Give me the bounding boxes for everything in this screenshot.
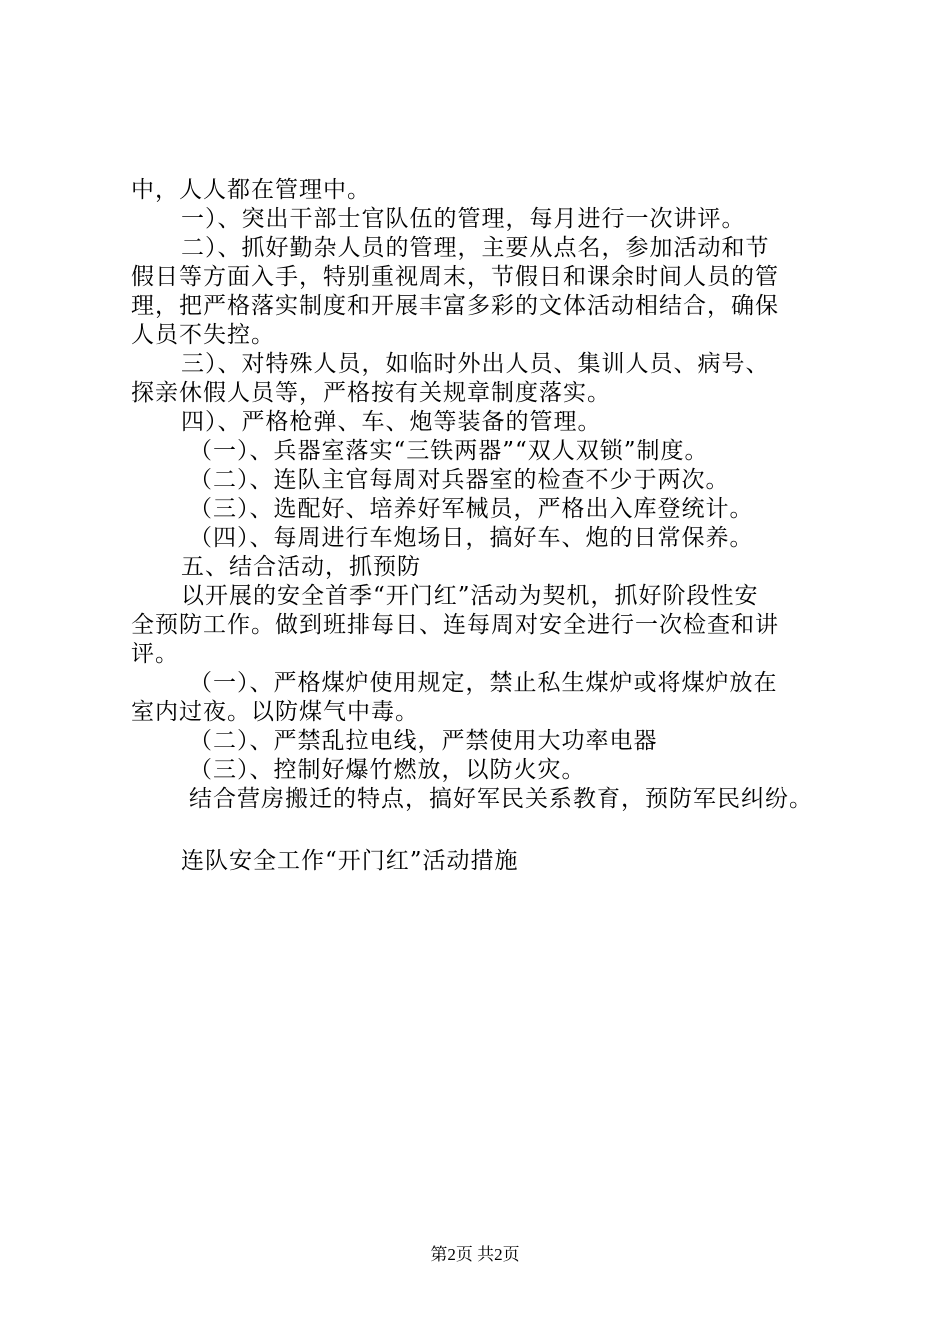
text-line: 人员不失控。: [131, 322, 275, 348]
document-title-line: 连队安全工作“开门红”活动措施: [181, 848, 519, 874]
text-line: 理，把严格落实制度和开展丰富多彩的文体活动相结合，确保: [131, 293, 779, 319]
text-line: 全预防工作。做到班排每日、连每周对安全进行一次检查和讲: [131, 612, 779, 638]
text-line: 一）、突出干部士官队伍的管理，每月进行一次讲评。: [181, 206, 746, 232]
text-line: （二）、连队主官每周对兵器室的检查不少于两次。: [189, 467, 730, 493]
text-line: 室内过夜。以防煤气中毒。: [131, 699, 419, 725]
document-body: [131, 176, 851, 876]
text-line: 评。: [131, 641, 179, 667]
page-footer: 第2页 共2页: [430, 1245, 520, 1264]
text-line: （四）、每周进行车炮场日，搞好车、炮的日常保养。: [189, 525, 754, 551]
text-line: 三）、对特殊人员，如临时外出人员、集训人员、病号、: [181, 351, 770, 377]
text-line: 中，人人都在管理中。: [131, 177, 371, 203]
text-line: （二）、严禁乱拉电线，严禁使用大功率电器: [189, 728, 658, 754]
text-line: （三）、选配好、培养好军械员，严格出入库登统计。: [189, 496, 754, 522]
text-line: 结合营房搬迁的特点，搞好军民关系教育，预防军民纠纷。: [189, 786, 813, 812]
text-line: （一）、兵器室落实“三铁两器”“双人双锁”制度。: [189, 438, 709, 464]
text-line: 以开展的安全首季“开门红”活动为契机，抓好阶段性安: [181, 583, 759, 609]
text-line: （一）、严格煤炉使用规定，禁止私生煤炉或将煤炉放在: [189, 670, 778, 696]
text-line: 探亲休假人员等，严格按有关规章制度落实。: [131, 380, 611, 406]
text-line: （三）、控制好爆竹燃放，以防火灾。: [189, 757, 586, 783]
text-line: 二）、抓好勤杂人员的管理，主要从点名，参加活动和节: [181, 235, 770, 261]
section-heading: 五、结合活动，抓预防: [181, 554, 421, 580]
text-line: 假日等方面入手，特别重视周末，节假日和课余时间人员的管: [131, 264, 779, 290]
text-line: 四）、严格枪弹、车、炮等装备的管理。: [181, 409, 602, 435]
paragraph-gap: [131, 814, 851, 847]
